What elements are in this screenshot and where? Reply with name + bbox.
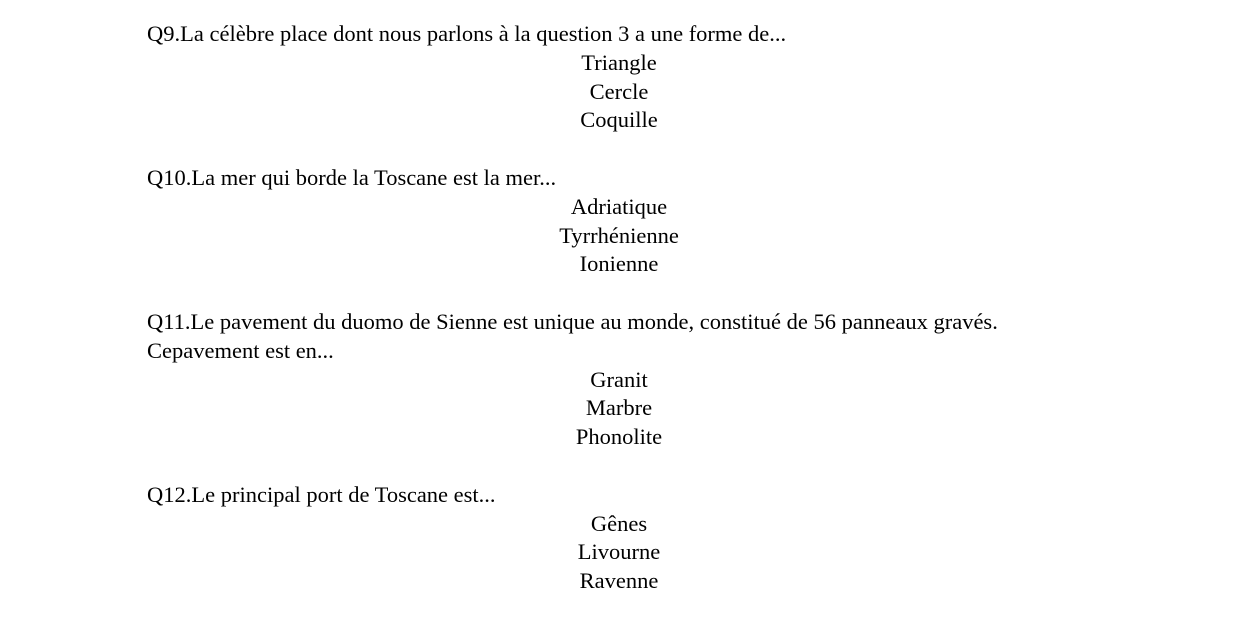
question-text: Q11.Le pavement du duomo de Sienne est unique au monde, constitué de 56 panneaux gravés. Cepavement est en... <box>147 308 998 363</box>
answer-option: Ravenne <box>579 568 659 594</box>
answer-option: Phonolite <box>575 424 663 450</box>
answer-options <box>147 366 1091 452</box>
question-block-q10 <box>147 164 1091 279</box>
question-text: Q12.Le principal port de Toscane est... <box>147 481 496 507</box>
question-block-q12 <box>147 481 1091 596</box>
question-block-q9 <box>147 20 1091 135</box>
answer-option: Granit <box>590 366 648 392</box>
quiz-document <box>147 20 1091 625</box>
answer-options <box>147 49 1091 135</box>
answer-options <box>147 510 1091 596</box>
question-block-q11 <box>147 308 1091 452</box>
answer-option: Coquille <box>580 107 658 133</box>
question-text: Q10.La mer qui borde la Toscane est la mer... <box>147 164 557 190</box>
answer-option: Adriatique <box>570 193 668 219</box>
answer-option: Livourne <box>577 539 661 565</box>
answer-option: Marbre <box>585 395 653 421</box>
answer-option: Triangle <box>581 49 657 75</box>
answer-option: Gênes <box>590 510 648 536</box>
answer-options <box>147 193 1091 279</box>
answer-option: Cercle <box>589 78 649 104</box>
answer-option: Tyrrhénienne <box>559 222 679 248</box>
question-text: Q9.La célèbre place dont nous parlons à la question 3 a une forme de... <box>147 21 787 46</box>
answer-option: Ionienne <box>579 251 659 277</box>
